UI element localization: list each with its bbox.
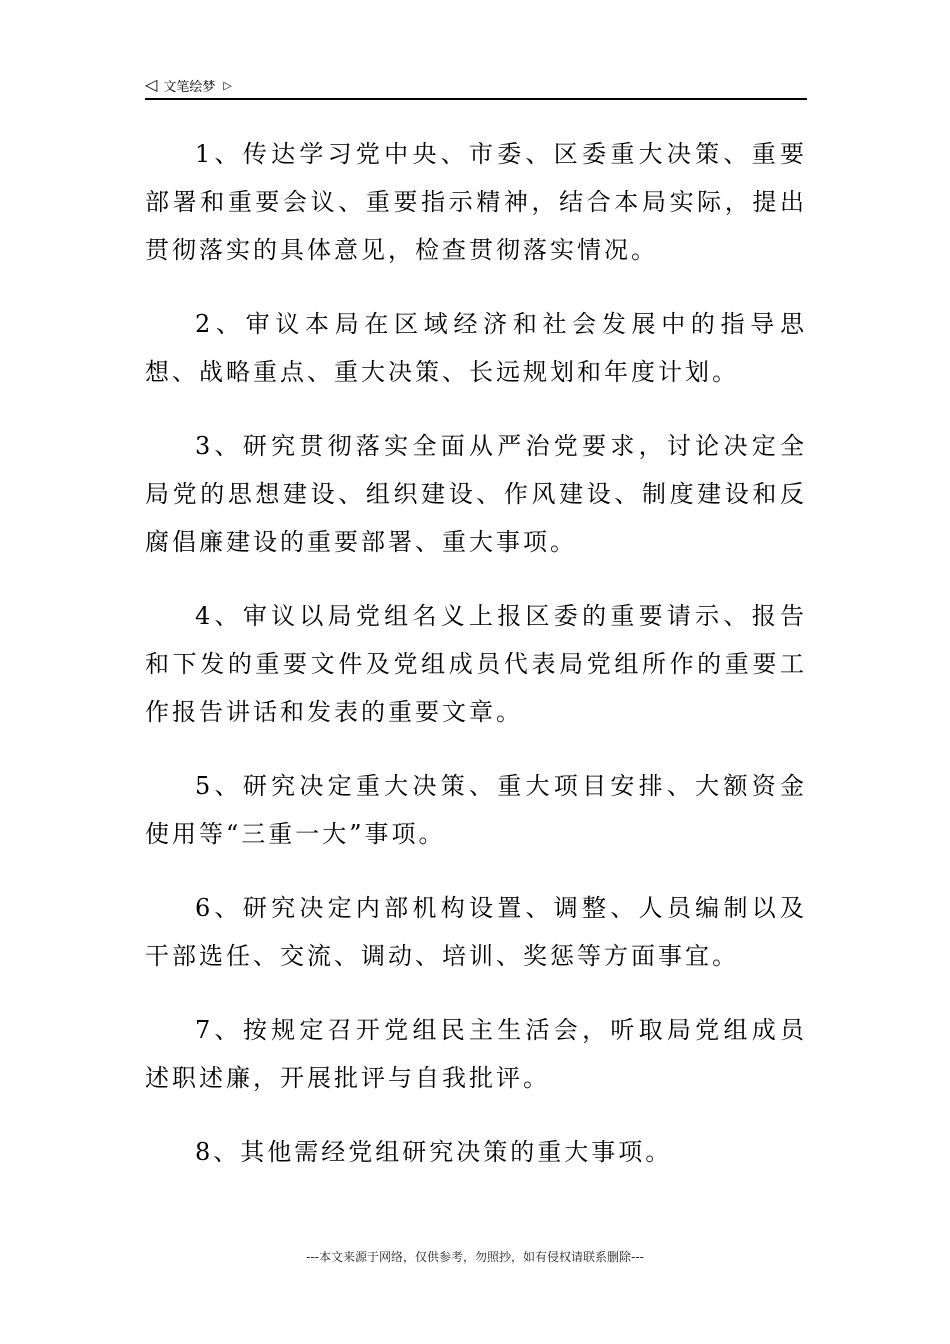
paragraph-8: 8、其他需经党组研究决策的重大事项。 [195, 1138, 673, 1166]
paragraph-6: 6、研究决定内部机构设置、调整、人员编制以及干部选任、交流、调动、培训、奖惩等方面事宜。 [145, 894, 807, 970]
paragraph-1: 1、传达学习党中央、市委、区委重大决策、重要部署和重要会议、重要指示精神，结合本局实际，提出贯彻落实的具体意见，检查贯彻落实情况。 [145, 140, 807, 264]
paragraph-3: 3、研究贯彻落实全面从严治党要求，讨论决定全局党的思想建设、组织建设、作风建设、制度建设和反腐倡廉建设的重要部署、重大事项。 [145, 432, 807, 556]
header-brand: 文笔绘梦 [163, 79, 216, 95]
page-footer: ---本文来源于网络，仅供参考，勿照抄，如有侵权请联系删除--- [306, 1250, 644, 1264]
paragraph-5: 5、研究决定重大决策、重大项目安排、大额资金使用等“三重一大”事项。 [145, 772, 807, 848]
paragraph-2: 2、审议本局在区域经济和社会发展中的指导思想、战略重点、重大决策、长远规划和年度计划。 [145, 310, 807, 386]
triangle-right-icon: ▷ [223, 78, 232, 92]
triangle-left-icon: ◁ [145, 75, 158, 94]
paragraph-7: 7、按规定召开党组民主生活会，听取局党组成员述职述廉，开展批评与自我批评。 [145, 1016, 807, 1092]
paragraph-4: 4、审议以局党组名义上报区委的重要请示、报告和下发的重要文件及党组成员代表局党组所作的重要工作报告讲话和发表的重要文章。 [145, 602, 807, 726]
document-body [145, 130, 807, 1202]
page-header [145, 72, 807, 100]
